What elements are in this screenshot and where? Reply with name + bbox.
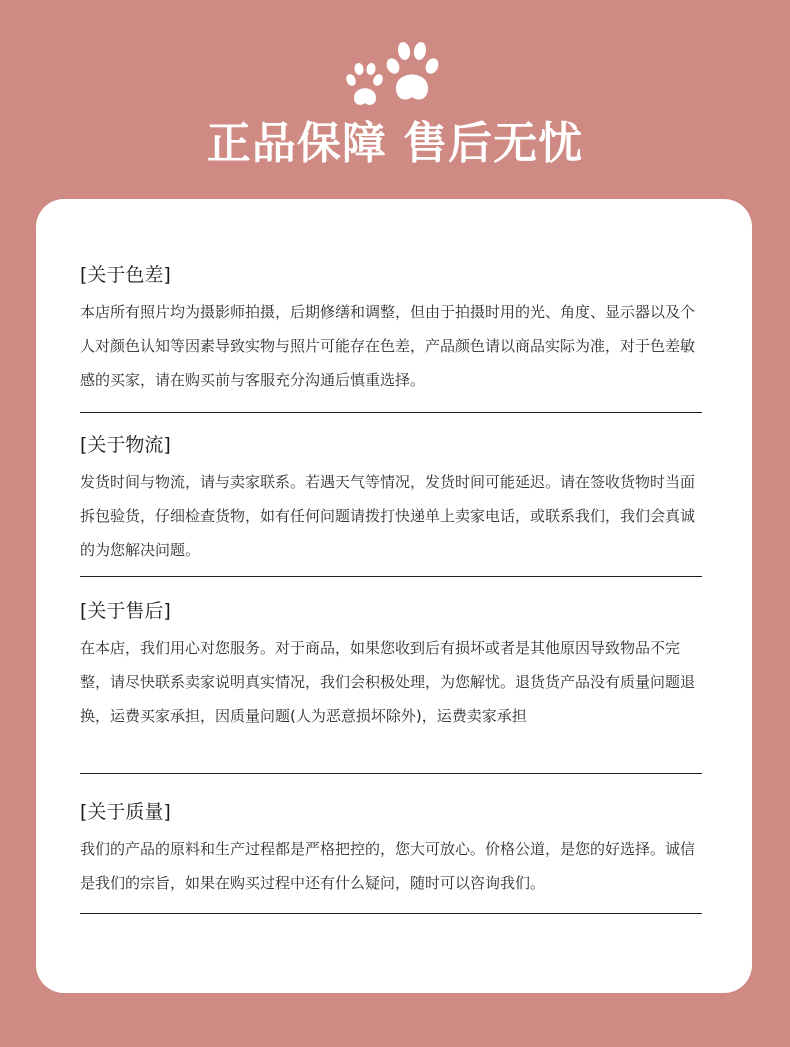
section-quality <box>80 799 702 900</box>
section-title: [关于质量] <box>80 801 171 823</box>
divider <box>80 913 702 914</box>
paw-print-icon <box>342 40 452 110</box>
section-body: 本店所有照片均为摄影师拍摄，后期修缮和调整，但由于拍摄时用的光、角度、显示器以及个人对颜色认知等因素导致实物与照片可能存在色差，产品颜色请以商品实际为准，对于色差敏感的买家，请在购买前与客服充分沟通后慎重选择。 <box>80 303 696 389</box>
divider <box>80 773 702 774</box>
section-color-difference <box>80 262 702 397</box>
section-title: [关于售后] <box>80 600 171 622</box>
page-title: 正品保障 售后无忧 <box>206 118 584 169</box>
info-card <box>36 199 752 993</box>
section-title: [关于色差] <box>80 264 171 286</box>
section-after-sales <box>80 598 702 733</box>
section-logistics <box>80 432 702 567</box>
divider <box>80 412 702 413</box>
section-title: [关于物流] <box>80 434 171 456</box>
divider <box>80 576 702 577</box>
section-body: 我们的产品的原料和生产过程都是严格把控的，您大可放心。价格公道，是您的好选择。诚信是我们的宗旨，如果在购买过程中还有什么疑问，随时可以咨询我们。 <box>80 840 696 892</box>
section-body: 发货时间与物流，请与卖家联系。若遇天气等情况，发货时间可能延迟。请在签收货物时当面拆包验货，仔细检查货物，如有任何问题请拨打快递单上卖家电话，或联系我们，我们会真诚的为您解决问题。 <box>80 473 696 559</box>
section-body: 在本店，我们用心对您服务。对于商品，如果您收到后有损坏或者是其他原因导致物品不完整，请尽快联系卖家说明真实情况，我们会积极处理，为您解忧。退货货产品没有质量问题退换，运费买家承担，因质量问题(人为恶意损坏除外)，运费卖家承担 <box>80 639 696 725</box>
